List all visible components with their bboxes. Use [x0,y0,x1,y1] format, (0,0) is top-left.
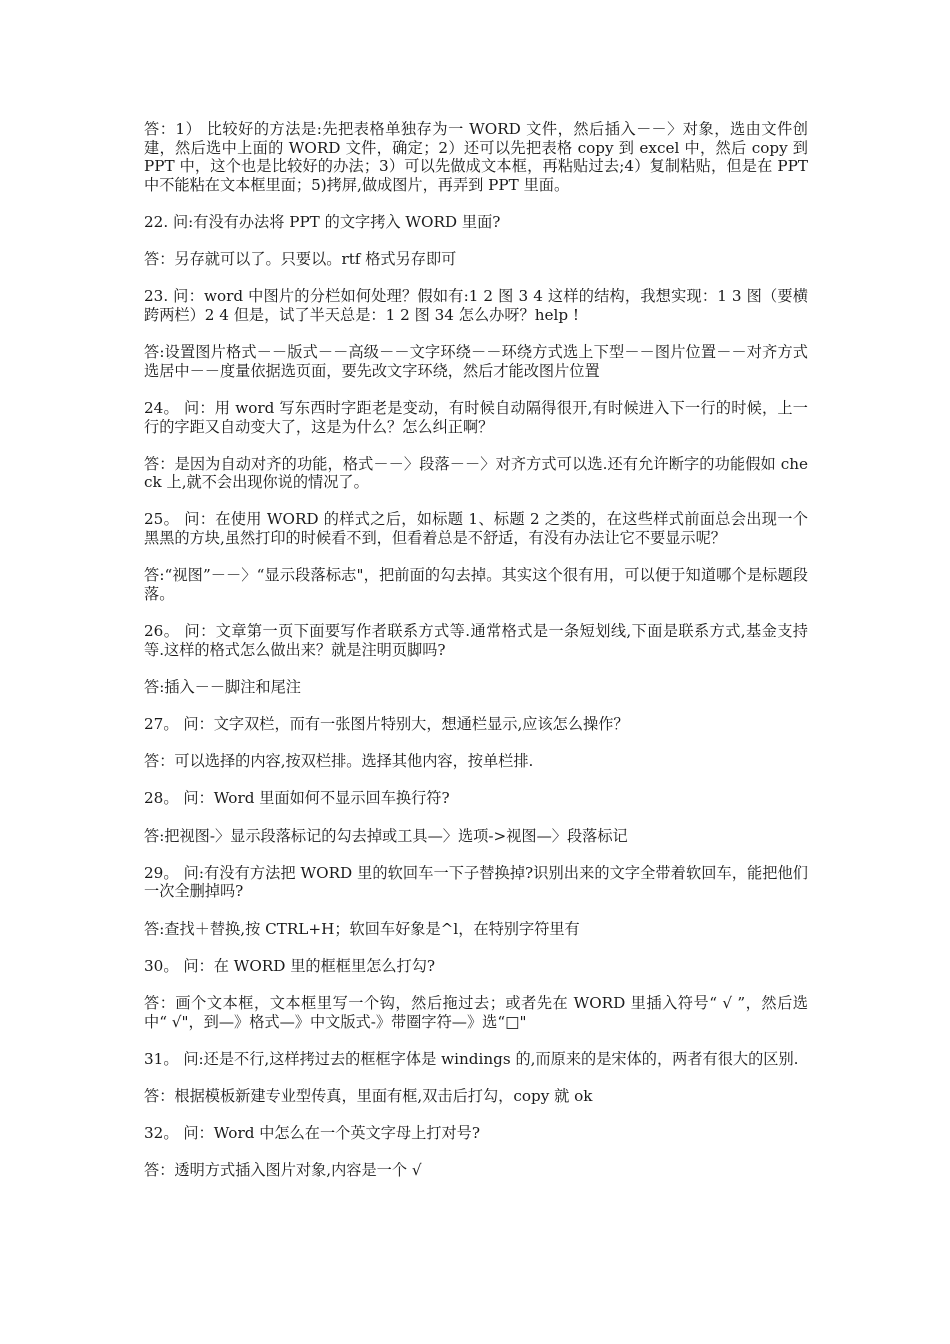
question-paragraph-26: 26。 问：文章第一页下面要写作者联系方式等.通常格式是一条短划线,下面是联系方式,基金支持等.这样的格式怎么做出来？就是注明页脚吗? [144,622,808,659]
answer-paragraph-26: 答:插入－－脚注和尾注 [144,677,301,696]
answer-paragraph-29: 答:查找＋替换,按 CTRL+H；软回车好象是^l，在特别字符里有 [144,919,580,938]
question-paragraph-23: 23. 问：word 中图片的分栏如何处理？假如有:1 2 图 3 4 这样的结构，我想实现：1 3 图（要横跨两栏）2 4 但是，试了半天总是：1 2 图 34 怎么办呀？help ! [144,287,808,324]
question-paragraph-31: 31。 问:还是不行,这样拷过去的框框字体是 windings 的,而原来的是宋体的，两者有很大的区别. [144,1049,799,1068]
answer-paragraph-30: 答：画个文本框，文本框里写一个钩，然后拖过去；或者先在 WORD 里插入符号“ √ ”，然后选中“ √"，到—》格式—》中文版式-》带圈字符—》选“□" [144,993,808,1031]
question-paragraph-32: 32。 问：Word 中怎么在一个英文字母上打对号? [144,1124,481,1143]
answer-paragraph-25: 答:“视图”－－〉“显示段落标志"，把前面的勾去掉。其实这个很有用，可以便于知道哪个是标题段落。 [144,566,808,603]
question-paragraph-22: 22. 问:有没有办法将 PPT 的文字拷入 WORD 里面? [144,212,501,231]
answer-paragraph-24: 答：是因为自动对齐的功能，格式－－〉段落－－〉对齐方式可以选.还有允许断字的功能假如 check 上,就不会出现你说的情况了。 [144,454,808,492]
answer-paragraph-22: 答：另存就可以了。只要以。rtf 格式另存即可 [144,250,457,269]
question-paragraph-27: 27。 问：文字双栏，而有一张图片特别大，想通栏显示,应该怎么操作？ [144,715,629,733]
question-paragraph-28: 28。 问：Word 里面如何不显示回车换行符? [144,789,450,808]
document-page [144,120,808,1198]
question-paragraph-25: 25。 问：在使用 WORD 的样式之后，如标题 1、标题 2 之类的，在这些样式前面总会出现一个黑黑的方块,虽然打印的时候看不到，但看着总是不舒适，有没有办法让它不要显示呢？ [144,510,808,548]
question-paragraph-29: 29。 问:有没有方法把 WORD 里的软回车一下子替换掉?识别出来的文字全带着软回车，能把他们一次全删掉吗? [144,863,808,901]
question-paragraph-24: 24。 问：用 word 写东西时字距老是变动，有时候自动隔得很开,有时候进入下一行的时候，上一行的字距又自动变大了，这是为什么？怎么纠正啊？ [144,398,808,436]
answer-paragraph-32: 答：透明方式插入图片对象,内容是一个 √ [144,1161,422,1180]
answer-paragraph-28: 答:把视图-〉显示段落标记的勾去掉或工具—〉选项->视图—〉段落标记 [144,826,628,845]
answer-paragraph-23: 答:设置图片格式－－版式－－高级－－文字环绕－－环绕方式选上下型－－图片位置－－对齐方式选居中－－度量依据选页面，要先改文字环绕，然后才能改图片位置 [144,343,808,380]
answer-paragraph-21: 答：1） 比较好的方法是:先把表格单独存为一 WORD 文件，然后插入－－〉对象，选由文件创建，然后选中上面的 WORD 文件，确定；2）还可以先把表格 copy 到 excel 中，然后 copy 到 PPT 中，这个也是比较好的办法；3）可以先做成文本框，再粘贴过去;4）复制粘贴，但是在 PPT 中不能粘在文本框里面；5)拷屏,做成图片，再弄到 PPT 里面。 [144,120,808,194]
answer-paragraph-31: 答：根据模板新建专业型传真，里面有框,双击后打勾，copy 就 ok [144,1086,593,1105]
question-paragraph-30: 30。 问：在 WORD 里的框框里怎么打勾? [144,956,436,975]
answer-paragraph-27: 答：可以选择的内容,按双栏排。选择其他内容，按单栏排. [144,752,534,771]
